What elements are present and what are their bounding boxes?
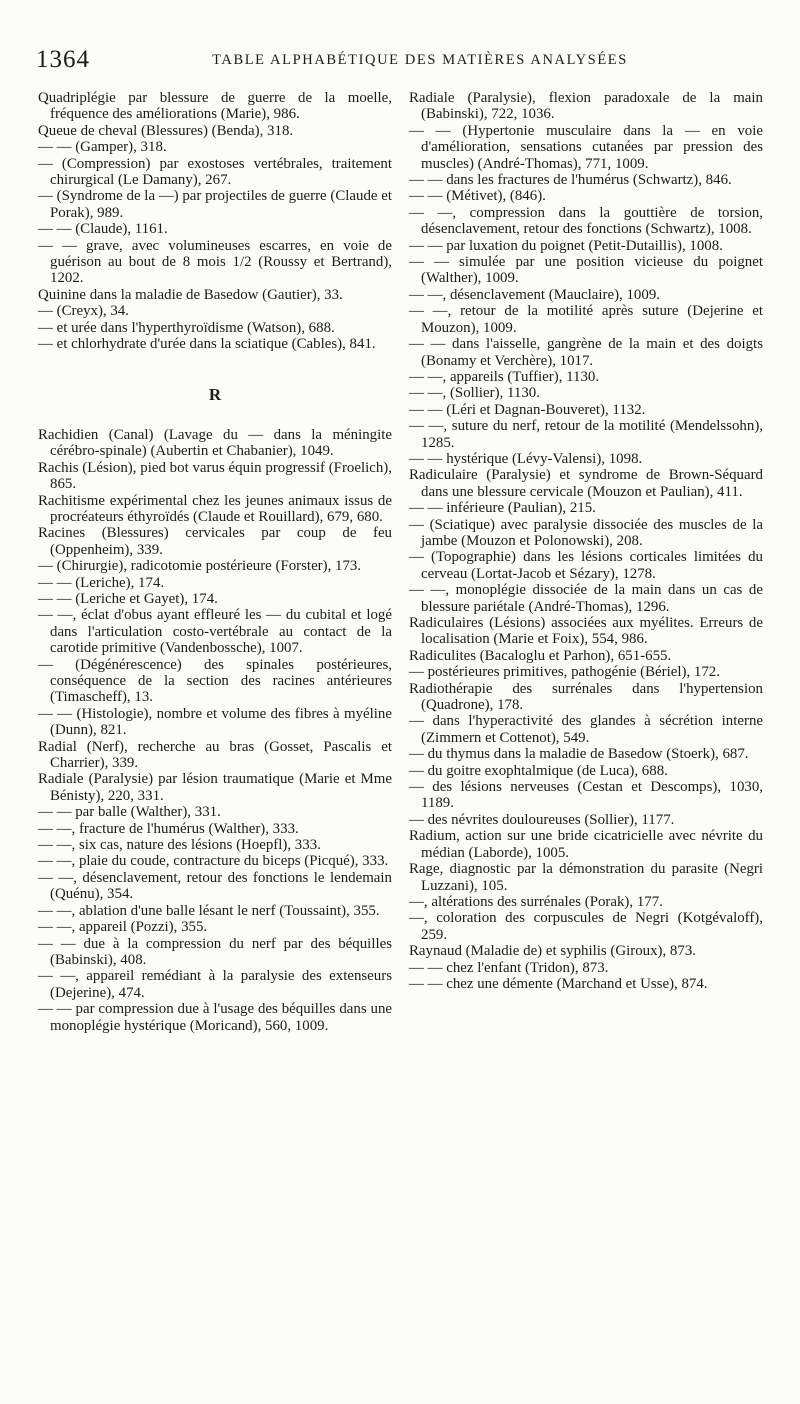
index-entry: — (Compression) par exostoses vertébrales, traitement chirurgical (Le Damany), 267. bbox=[38, 155, 392, 189]
left-entries-r bbox=[38, 427, 392, 1034]
index-entry: Rachidien (Canal) (Lavage du — dans la méningite cérébro-spinale) (Aubertin et Chabanier), 1049. bbox=[38, 426, 392, 460]
index-entry: Radiculaire (Paralysie) et syndrome de Brown-Séquard dans une blessure cervicale (Mouzon et Paulian), 411. bbox=[409, 467, 763, 500]
index-entry: Radiculaires (Lésions) associées aux myélites. Erreurs de localisation (Marie et Foix), 554, 986. bbox=[409, 615, 763, 648]
index-entry: — —, ablation d'une balle lésant le nerf (Toussaint), 355. bbox=[38, 902, 380, 919]
index-entry: — — (Métivet), (846). bbox=[409, 188, 546, 205]
index-entry: — —, compression dans la gouttière de torsion, désenclavement, retour des fonctions (Schwartz), 1008. bbox=[409, 204, 763, 238]
index-entry: — — dans l'aisselle, gangrène de la main et des doigts (Bonamy et Verchère), 1017. bbox=[409, 336, 763, 369]
index-entry: — des névrites douloureuses (Sollier), 1177. bbox=[409, 811, 675, 828]
index-entry: — — (Claude), 1161. bbox=[38, 221, 168, 238]
index-entry: Rachitisme expérimental chez les jeunes animaux issus de procréateurs éthyroïdés (Claude et Rouillard), 679, 680. bbox=[38, 492, 392, 525]
index-entry: Queue de cheval (Blessures) (Benda), 318. bbox=[38, 122, 294, 139]
index-entry: — (Topographie) dans les lésions corticales limitées du cerveau (Lortat-Jacob et Sézary), 1278. bbox=[409, 549, 763, 582]
index-entry: — (Dégénérescence) des spinales postérieures, conséquence de la section des racines antérieures (Timascheff), 13. bbox=[38, 656, 392, 706]
index-entry: — des lésions nerveuses (Cestan et Descomps), 1030, 1189. bbox=[409, 779, 763, 812]
index-entry: — — (Leriche et Gayet), 174. bbox=[38, 590, 218, 607]
index-entry: — —, monoplégie dissociée de la main dans un cas de blessure pariétale (André-Thomas), 1296. bbox=[409, 582, 763, 615]
index-entry: — — par balle (Walther), 331. bbox=[38, 804, 221, 821]
index-entry: Racines (Blessures) cervicales par coup de feu (Oppenheim), 339. bbox=[38, 525, 392, 558]
index-entry: — — (Hypertonie musculaire dans la — en voie d'amélioration, sensations cutanées par pression des muscles) (André-Thomas), 771, 1009. bbox=[409, 122, 763, 172]
index-entry: — — simulée par une position vicieuse du poignet (Walther), 1009. bbox=[409, 254, 763, 287]
index-entry: — —, suture du nerf, retour de la motilité (Mendelssohn), 1285. bbox=[409, 418, 763, 451]
index-entry: Quadriplégie par blessure de guerre de la moelle, fréquence des améliorations (Marie), 986. bbox=[38, 90, 392, 123]
index-entry: — du goitre exophtalmique (de Luca), 688. bbox=[409, 762, 668, 779]
index-entry: — dans l'hyperactivité des glandes à sécrétion interne (Zimmern et Cottenot), 549. bbox=[409, 713, 763, 746]
page-header bbox=[36, 46, 764, 74]
index-entry: — —, désenclavement, retour des fonctions le lendemain (Quénu), 354. bbox=[38, 869, 392, 903]
index-entry: — (Sciatique) avec paralysie dissociée des muscles de la jambe (Mouzon et Polonowski), 208. bbox=[409, 516, 763, 549]
index-entry: — — (Histologie), nombre et volume des fibres à myéline (Dunn), 821. bbox=[38, 705, 392, 739]
index-entry: — postérieures primitives, pathogénie (Bériel), 172. bbox=[409, 664, 720, 681]
index-entry: Radiculites (Bacaloglu et Parhon), 651-655. bbox=[409, 647, 672, 664]
index-entry: Raynaud (Maladie de) et syphilis (Giroux), 873. bbox=[409, 943, 696, 960]
index-entry: — —, désenclavement (Mauclaire), 1009. bbox=[409, 286, 660, 303]
index-entry: — —, appareil (Pozzi), 355. bbox=[38, 919, 208, 936]
index-entry: Rachis (Lésion), pied bot varus équin progressif (Froelich), 865. bbox=[38, 459, 392, 493]
index-entry: — — (Gamper), 318. bbox=[38, 139, 167, 156]
index-entry: — — inférieure (Paulian), 215. bbox=[409, 500, 596, 517]
index-entry: — — dans les fractures de l'humérus (Schwartz), 846. bbox=[409, 172, 732, 189]
page-number: 1364 bbox=[36, 46, 90, 73]
left-entries-q bbox=[38, 90, 392, 353]
index-entry: — — chez une démente (Marchand et Usse), 874. bbox=[409, 975, 708, 992]
index-entry: — (Syndrome de la —) par projectiles de guerre (Claude et Porak), 989. bbox=[38, 188, 392, 221]
index-entry: — —, six cas, nature des lésions (Hoepfl), 333. bbox=[38, 837, 321, 854]
index-entry: — — (Léri et Dagnan-Bouveret), 1132. bbox=[409, 401, 646, 418]
index-entry: — du thymus dans la maladie de Basedow (Stoerk), 687. bbox=[409, 746, 749, 763]
index-entry: — (Creyx), 34. bbox=[38, 303, 129, 320]
index-entry: — —, fracture de l'humérus (Walther), 333. bbox=[38, 820, 299, 837]
index-entry: —, altérations des surrénales (Porak), 177. bbox=[409, 893, 663, 910]
index-entry: — — (Leriche), 174. bbox=[38, 574, 165, 591]
index-entry: — — grave, avec volumineuses escarres, en voie de guérison au bout de 8 mois 1/2 (Roussy et Bertrand), 1202. bbox=[38, 237, 392, 287]
index-entry: —, coloration des corpuscules de Negri (Kotgévaloff), 259. bbox=[409, 910, 763, 943]
index-entry: — —, retour de la motilité après suture (Dejerine et Mouzon), 1009. bbox=[409, 303, 763, 336]
index-entry: Radiale (Paralysie) par lésion traumatique (Marie et Mme Bénisty), 220, 331. bbox=[38, 771, 392, 804]
index-entry: — et chlorhydrate d'urée dans la sciatique (Cables), 841. bbox=[38, 336, 376, 353]
index-entry: — — chez l'enfant (Tridon), 873. bbox=[409, 959, 609, 976]
index-entry: — (Chirurgie), radicotomie postérieure (Forster), 173. bbox=[38, 558, 362, 575]
index-entry: — — due à la compression du nerf par des béquilles (Babinski), 408. bbox=[38, 935, 392, 968]
index-entry: Radiale (Paralysie), flexion paradoxale de la main (Babinski), 722, 1036. bbox=[409, 90, 763, 123]
running-title: TABLE ALPHABÉTIQUE DES MATIÈRES ANALYSÉES bbox=[212, 52, 628, 68]
left-column bbox=[38, 90, 392, 1034]
index-entry: — — par luxation du poignet (Petit-Dutaillis), 1008. bbox=[409, 237, 723, 254]
right-column bbox=[409, 90, 763, 992]
index-entry: — —, appareils (Tuffier), 1130. bbox=[409, 368, 600, 385]
index-entry: Radium, action sur une bride cicatricielle avec névrite du médian (Laborde), 1005. bbox=[409, 828, 763, 861]
index-entry: — — hystérique (Lévy-Valensi), 1098. bbox=[409, 450, 643, 467]
index-entry: — —, appareil remédiant à la paralysie des extenseurs (Dejerine), 474. bbox=[38, 968, 392, 1001]
right-entries bbox=[409, 90, 763, 992]
section-letter: R bbox=[208, 384, 222, 404]
index-entry: Rage, diagnostic par la démonstration du parasite (Negri Luzzani), 105. bbox=[409, 861, 763, 894]
index-entry: — —, plaie du coude, contracture du biceps (Picqué), 333. bbox=[38, 853, 389, 870]
index-entry: — — par compression due à l'usage des béquilles dans une monoplégie hystérique (Moricand), 560, 1009. bbox=[38, 1001, 392, 1034]
index-entry: Radiothérapie des surrénales dans l'hypertension (Quadrone), 178. bbox=[409, 680, 763, 714]
index-entry: Quinine dans la maladie de Basedow (Gautier), 33. bbox=[38, 286, 343, 303]
index-entry: — et urée dans l'hyperthyroïdisme (Watson), 688. bbox=[38, 319, 335, 336]
index-entry: — —, éclat d'obus ayant effleuré les — du cubital et logé dans l'articulation costo-vertébrale au contact de la carotide primitive (Vandenbossche), 1007. bbox=[38, 607, 392, 657]
index-entry: Radial (Nerf), recherche au bras (Gosset, Pascalis et Charrier), 339. bbox=[38, 738, 392, 772]
index-entry: — —, (Sollier), 1130. bbox=[409, 385, 540, 402]
